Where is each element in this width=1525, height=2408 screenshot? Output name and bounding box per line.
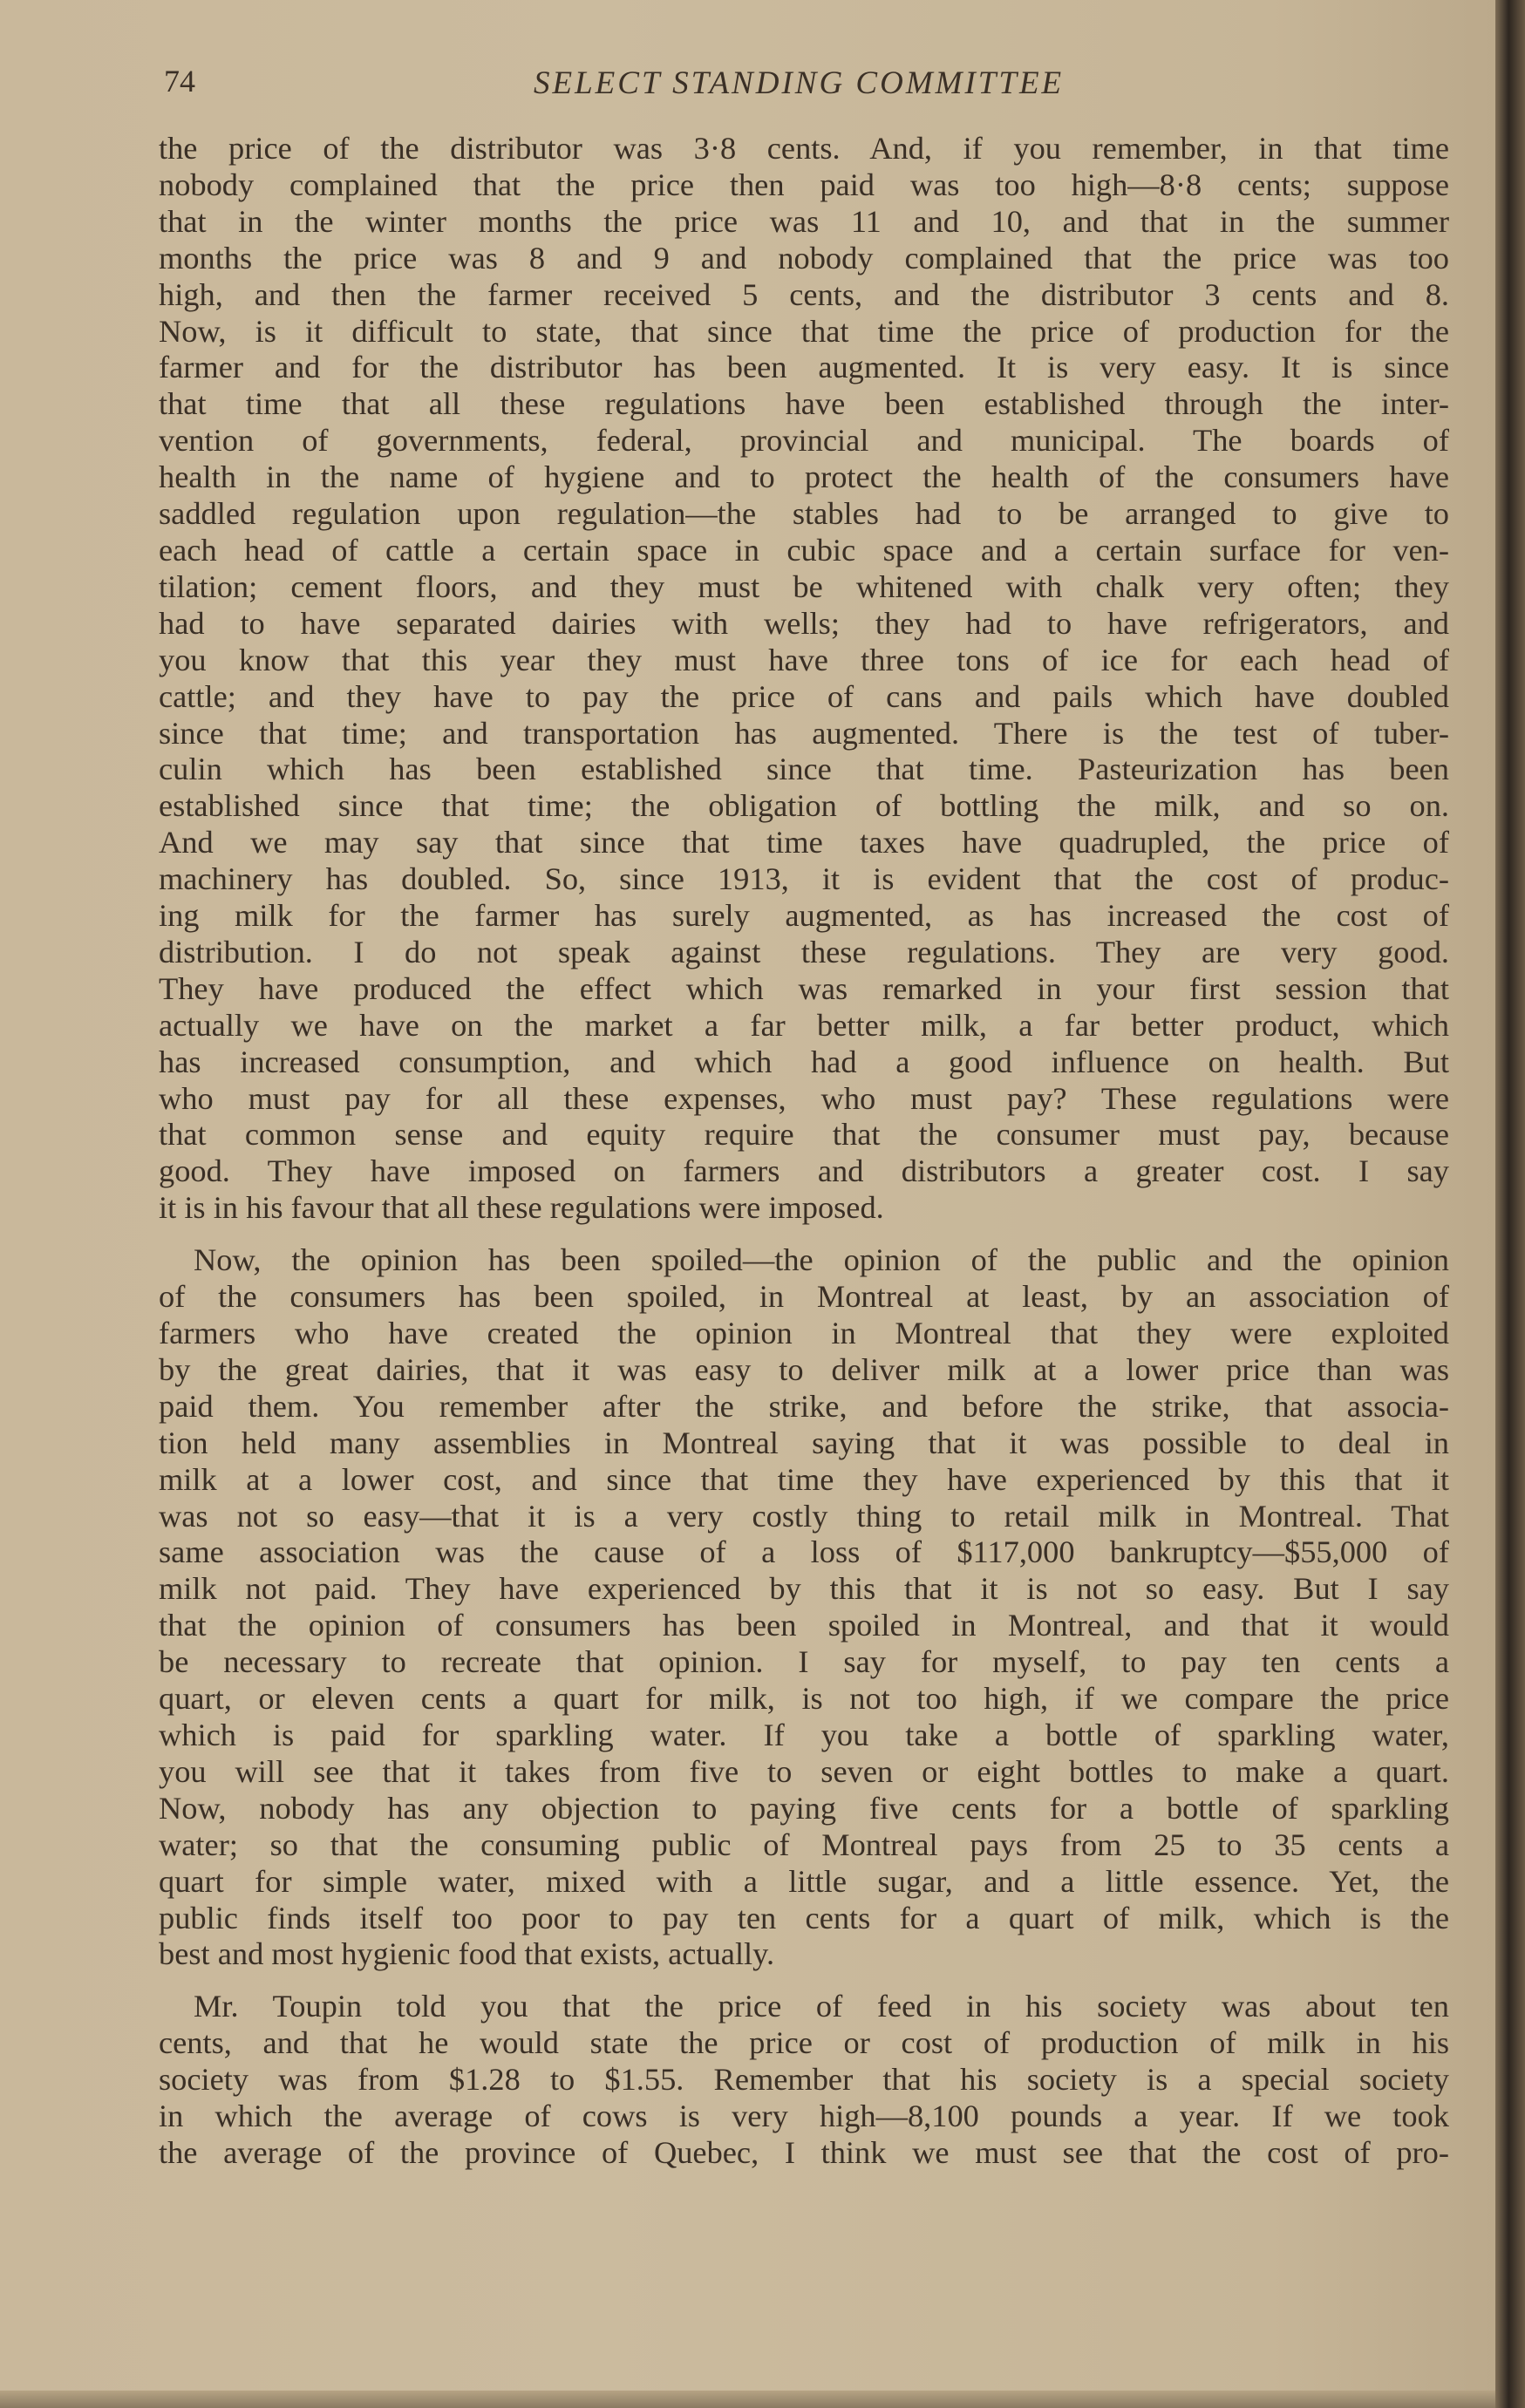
page-header [159, 59, 1449, 112]
text-line: milk not paid. They have experienced by this that it is not so easy. But I say [159, 1571, 1449, 1607]
text-line: They have produced the effect which was remarked in your first session that [159, 970, 1449, 1006]
text-line: that the opinion of consumers has been spoiled in Montreal, and that it would [159, 1608, 1449, 1643]
body-text [159, 131, 1449, 2172]
text-line: paid them. You remember after the strike, and before the strike, that associa- [159, 1388, 1449, 1424]
text-line: farmers who have created the opinion in Montreal that they were exploited [159, 1316, 1449, 1350]
text-line: farmer and for the distributor has been augmented. It is very easy. It is since [159, 350, 1449, 385]
text-line: of the consumers has been spoiled, in Montreal at least, by an association of [159, 1279, 1449, 1315]
text-line: quart, or eleven cents a quart for milk, is not too high, if we compare the price [159, 1681, 1449, 1717]
text-line: quart for simple water, mixed with a little sugar, and a little essence. Yet, the [159, 1863, 1449, 1899]
text-line: since that time; and transportation has augmented. There is the test of tuber- [159, 715, 1449, 751]
text-line: which is paid for sparkling water. If you take a bottle of sparkling water, [159, 1717, 1449, 1752]
text-line: established since that time; the obligation of bottling the milk, and so on. [159, 788, 1449, 824]
text-line: nobody complained that the price then paid was too high—8·8 cents; suppose [159, 167, 1449, 202]
text-line: Now, is it difficult to state, that since that time the price of production for the [159, 313, 1449, 349]
paragraph-gap [159, 1227, 1449, 1242]
text-line: that in the winter months the price was 11 and 10, and that in the summer [159, 203, 1449, 239]
text-line: health in the name of hygiene and to protect the health of the consumers have [159, 459, 1449, 495]
paragraph [159, 1242, 1449, 1973]
page-bottom-edge [0, 2391, 1495, 2408]
text-line: Now, the opinion has been spoiled—the opinion of the public and the opinion [194, 1242, 1449, 1278]
text-line: you will see that it takes from five to seven or eight bottles to make a quart. [159, 1753, 1449, 1789]
text-line: cents, and that he would state the price or cost of production of milk in his [159, 2025, 1449, 2061]
text-line: that common sense and equity require that the consumer must pay, because [159, 1117, 1449, 1153]
text-line: that time that all these regulations have been established through the inter- [159, 386, 1449, 422]
page-number: 74 [164, 64, 195, 99]
text-line: who must pay for all these expenses, who must pay? These regulations were [159, 1080, 1449, 1116]
text-line: cattle; and they have to pay the price of cans and pails which have doubled [159, 678, 1449, 714]
paragraph [159, 131, 1449, 1227]
text-line: Mr. Toupin told you that the price of feed in his society was about ten [194, 1989, 1449, 2024]
text-line: had to have separated dairies with wells; they had to have refrigerators, and [159, 605, 1449, 641]
text-line: each head of cattle a certain space in cubic space and a certain surface for ven- [159, 532, 1449, 568]
text-line: tilation; cement floors, and they must be whitened with chalk very often; they [159, 568, 1449, 604]
text-line: machinery has doubled. So, since 1913, it is evident that the cost of produc- [159, 861, 1449, 897]
running-head: SELECT STANDING COMMITTEE [534, 65, 1065, 101]
text-line: high, and then the farmer received 5 cents, and the distributor 3 cents and 8. [159, 276, 1449, 312]
paragraph-gap [159, 1973, 1449, 1989]
paragraph [159, 1989, 1449, 2172]
text-line: you know that this year they must have three tons of ice for each head of [159, 642, 1449, 677]
text-line: best and most hygienic food that exists, actually. [159, 1936, 775, 1972]
text-line: by the great dairies, that it was easy to deliver milk at a lower price than was [159, 1351, 1449, 1387]
text-line: months the price was 8 and 9 and nobody complained that the price was too [159, 240, 1449, 275]
text-line: culin which has been established since that time. Pasteurization has been [159, 752, 1449, 787]
text-line: ing milk for the farmer has surely augmented, as has increased the cost of [159, 898, 1449, 934]
text-line: vention of governments, federal, provincial and municipal. The boards of [159, 423, 1449, 459]
text-line: same association was the cause of a loss of $117,000 bankruptcy—$55,000 of [159, 1534, 1449, 1570]
text-line: milk at a lower cost, and since that time they have experienced by this that it [159, 1461, 1449, 1497]
text-line: water; so that the consuming public of Montreal pays from 25 to 35 cents a [159, 1826, 1449, 1862]
text-line: And we may say that since that time taxes have quadrupled, the price of [159, 825, 1449, 860]
text-line: Now, nobody has any objection to paying five cents for a bottle of sparkling [159, 1790, 1449, 1826]
text-line: actually we have on the market a far better milk, a far better product, which [159, 1007, 1449, 1043]
text-line: the price of the distributor was 3·8 cents. And, if you remember, in that time [159, 131, 1449, 166]
text-line: in which the average of cows is very high—8,100 pounds a year. If we took [159, 2098, 1449, 2134]
text-line: has increased consumption, and which had a good influence on health. But [159, 1044, 1449, 1079]
text-line: good. They have imposed on farmers and distributors a greater cost. I say [159, 1153, 1449, 1189]
text-line: the average of the province of Quebec, I think we must see that the cost of pro- [159, 2134, 1449, 2170]
book-spine [1495, 0, 1525, 2408]
text-line: it is in his favour that all these regulations were imposed. [159, 1190, 884, 1226]
text-line: society was from $1.28 to $1.55. Remember that his society is a special society [159, 2062, 1449, 2098]
text-line: saddled regulation upon regulation—the stables had to be arranged to give to [159, 496, 1449, 532]
text-line: be necessary to recreate that opinion. I say for myself, to pay ten cents a [159, 1644, 1449, 1680]
text-line: was not so easy—that it is a very costly thing to retail milk in Montreal. That [159, 1498, 1449, 1534]
text-line: public finds itself too poor to pay ten cents for a quart of milk, which is the [159, 1900, 1449, 1935]
text-line: tion held many assemblies in Montreal saying that it was possible to deal in [159, 1425, 1449, 1460]
text-line: distribution. I do not speak against these regulations. They are very good. [159, 934, 1449, 969]
